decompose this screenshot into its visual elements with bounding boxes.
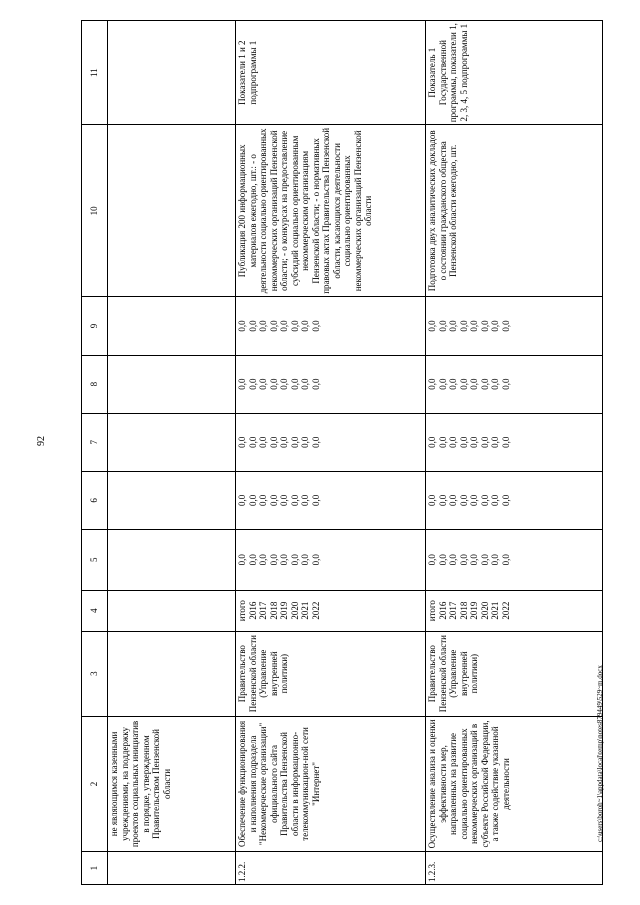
value-col7-value: 0,0 [469, 436, 479, 448]
value-col7-value: 0,0 [289, 436, 300, 448]
value-col5 [236, 530, 426, 591]
value-col6-value: 0,0 [237, 494, 247, 507]
value-col7-value: 0,0 [300, 436, 310, 448]
year-cell [426, 590, 603, 631]
value-col7-value: 0,0 [490, 436, 500, 448]
row-number: 1.2.2. [236, 852, 426, 885]
year-cell-value: 2019 [469, 601, 479, 620]
value-col9-value: 0,0 [458, 320, 469, 332]
value-col5-value: 0,0 [289, 554, 300, 566]
value-col8-value: 0,0 [500, 378, 511, 390]
value-col7-value: 0,0 [268, 436, 279, 448]
table-row [108, 21, 236, 885]
value-col6-value: 0,0 [437, 494, 448, 507]
measure-name: Обеспечение функционирования и наполнения подраздела "Некоммерческие организации" официального сайта Правительства Пензенской области в информационно-телекоммуникацион-ной сети "Интернет" [236, 716, 426, 852]
executor: Правительство Пензенской области (Управление внутренней политики) [236, 631, 426, 716]
year-cell-value: итого [237, 600, 247, 622]
value-col6-value: 0,0 [300, 494, 310, 507]
value-col5-value: 0,0 [279, 554, 289, 566]
value-col8-value: 0,0 [247, 378, 258, 390]
value-col8 [236, 355, 426, 413]
value-col5-value: 0,0 [479, 554, 490, 566]
year-cell [236, 590, 426, 631]
value-col7-value: 0,0 [247, 436, 258, 448]
measure-name: не являющимся казенными учреждениями, на поддержку проектов социальных инициатив в порядке, утвержденном Правительством Пензенской области [108, 716, 236, 852]
col-header: 4 [82, 590, 108, 631]
value-col6-value: 0,0 [458, 494, 469, 507]
rotated-table-container [81, 20, 579, 885]
value-col8-value: 0,0 [289, 378, 300, 390]
table-row [236, 21, 426, 885]
executor [108, 631, 236, 716]
col-header: 7 [82, 413, 108, 471]
value-col9-value: 0,0 [300, 320, 310, 332]
value-col7-value: 0,0 [479, 436, 490, 448]
value-col9-value: 0,0 [247, 320, 258, 332]
value-col5-value: 0,0 [268, 554, 279, 566]
value-col9-value: 0,0 [479, 320, 490, 332]
value-col7-value: 0,0 [237, 436, 247, 448]
value-col8-value: 0,0 [258, 378, 268, 390]
year-cell-value: 2019 [279, 601, 289, 620]
value-col6-value: 0,0 [310, 494, 321, 507]
value-col5-value: 0,0 [310, 554, 321, 566]
value-col7-value: 0,0 [258, 436, 268, 448]
value-col9-value: 0,0 [490, 320, 500, 332]
value-col5-value: 0,0 [258, 554, 268, 566]
value-col9-value: 0,0 [268, 320, 279, 332]
value-col7-value: 0,0 [310, 436, 321, 448]
expected-result [108, 125, 236, 297]
year-cell-value: итого [427, 600, 437, 622]
value-col6-value: 0,0 [479, 494, 490, 507]
value-col9-value: 0,0 [237, 320, 247, 332]
year-cell-value: 2021 [490, 601, 500, 620]
year-cell-value: 2017 [448, 601, 458, 620]
program-table [81, 20, 603, 885]
value-col8 [108, 355, 236, 413]
indicator-link [108, 21, 236, 125]
year-cell-value: 2022 [310, 601, 321, 620]
value-col6-value: 0,0 [289, 494, 300, 507]
value-col5-value: 0,0 [469, 554, 479, 566]
year-cell-value: 2016 [437, 601, 448, 620]
value-col9-value: 0,0 [448, 320, 458, 332]
value-col6 [236, 471, 426, 529]
value-col5-value: 0,0 [300, 554, 310, 566]
value-col6-value: 0,0 [500, 494, 511, 507]
value-col9-value: 0,0 [427, 320, 437, 332]
value-col6-value: 0,0 [448, 494, 458, 507]
col-header: 2 [82, 716, 108, 852]
value-col6-value: 0,0 [469, 494, 479, 507]
value-col9-value: 0,0 [258, 320, 268, 332]
column-number-row [82, 21, 108, 885]
value-col7-value: 0,0 [427, 436, 437, 448]
value-col8-value: 0,0 [427, 378, 437, 390]
value-col9-value: 0,0 [310, 320, 321, 332]
value-col6-value: 0,0 [427, 494, 437, 507]
col-header: 11 [82, 21, 108, 125]
value-col9 [236, 297, 426, 355]
indicator-link: Показатели 1 и 2 подпрограммы 1 [236, 21, 426, 125]
value-col8-value: 0,0 [300, 378, 310, 390]
value-col7 [108, 413, 236, 471]
page-number: 92 [36, 436, 47, 446]
value-col6-value: 0,0 [490, 494, 500, 507]
col-header: 3 [82, 631, 108, 716]
table-row [426, 21, 603, 885]
value-col7 [426, 413, 603, 471]
value-col8-value: 0,0 [268, 378, 279, 390]
year-cell-value: 2022 [500, 601, 511, 620]
indicator-link: Показатель 1 Государственной программы, показатели 1, 2, 3, 4, 5 подпрограммы 1 [426, 21, 603, 125]
value-col9 [108, 297, 236, 355]
footer-file-path: c:\users\boroh~1\appdata\local\temp\notes879449\529~m.docx [596, 665, 604, 842]
value-col8-value: 0,0 [279, 378, 289, 390]
value-col6 [426, 471, 603, 529]
value-col8-value: 0,0 [458, 378, 469, 390]
year-cell-value: 2020 [289, 601, 300, 620]
value-col6-value: 0,0 [268, 494, 279, 507]
col-header: 6 [82, 471, 108, 529]
value-col8 [426, 355, 603, 413]
value-col7-value: 0,0 [458, 436, 469, 448]
value-col7-value: 0,0 [500, 436, 511, 448]
value-col5-value: 0,0 [458, 554, 469, 566]
value-col8-value: 0,0 [490, 378, 500, 390]
value-col8-value: 0,0 [469, 378, 479, 390]
col-header: 5 [82, 530, 108, 591]
value-col9-value: 0,0 [500, 320, 511, 332]
measure-name: Осуществление анализа и оценки эффективности мер, направленных на развитие социально ориентированных некоммерческих организаций в субъекте Российской Федерации, а также содействие указанной деятельности [426, 716, 603, 852]
value-col9-value: 0,0 [469, 320, 479, 332]
year-cell-value: 2016 [247, 601, 258, 620]
value-col8-value: 0,0 [310, 378, 321, 390]
value-col5-value: 0,0 [427, 554, 437, 566]
value-col5-value: 0,0 [237, 554, 247, 566]
value-col6-value: 0,0 [279, 494, 289, 507]
col-header: 10 [82, 125, 108, 297]
value-col9-value: 0,0 [437, 320, 448, 332]
col-header: 9 [82, 297, 108, 355]
year-cell-value: 2018 [458, 601, 469, 620]
executor: Правительство Пензенской области (Управление внутренней политики) [426, 631, 603, 716]
value-col5 [108, 530, 236, 591]
value-col8-value: 0,0 [437, 378, 448, 390]
year-cell-value: 2020 [479, 601, 490, 620]
value-col7-value: 0,0 [437, 436, 448, 448]
value-col7-value: 0,0 [448, 436, 458, 448]
value-col5 [426, 530, 603, 591]
value-col5-value: 0,0 [500, 554, 511, 566]
value-col9-value: 0,0 [289, 320, 300, 332]
value-col8-value: 0,0 [448, 378, 458, 390]
col-header: 1 [82, 852, 108, 885]
expected-result: Публикация 200 информационных материалов ежегодно, шт.: - о деятельности социально ориентированных некоммерческих организаций Пензенской области; - о конкурсах на предоставление субсидий социально ориентированным некоммерческим организациям Пензенской области; - о нормативных правовых актах Правительства Пензенской области, касающихся деятельности социально ориентированных некоммерческих организаций Пензенской области [236, 125, 426, 297]
value-col5-value: 0,0 [490, 554, 500, 566]
value-col6 [108, 471, 236, 529]
value-col7-value: 0,0 [279, 436, 289, 448]
value-col9 [426, 297, 603, 355]
value-col6-value: 0,0 [247, 494, 258, 507]
value-col6-value: 0,0 [258, 494, 268, 507]
value-col5-value: 0,0 [448, 554, 458, 566]
expected-result: Подготовка двух аналитических докладов о состоянии гражданского общества Пензенской области ежегодно, шт. [426, 125, 603, 297]
value-col7 [236, 413, 426, 471]
year-cell [108, 590, 236, 631]
col-header: 8 [82, 355, 108, 413]
year-cell-value: 2021 [300, 601, 310, 620]
year-cell-value: 2018 [268, 601, 279, 620]
value-col9-value: 0,0 [279, 320, 289, 332]
year-cell-value: 2017 [258, 601, 268, 620]
value-col5-value: 0,0 [437, 554, 448, 566]
value-col8-value: 0,0 [479, 378, 490, 390]
value-col8-value: 0,0 [237, 378, 247, 390]
value-col5-value: 0,0 [247, 554, 258, 566]
row-number: 1.2.3. [426, 852, 603, 885]
row-number [108, 852, 236, 885]
